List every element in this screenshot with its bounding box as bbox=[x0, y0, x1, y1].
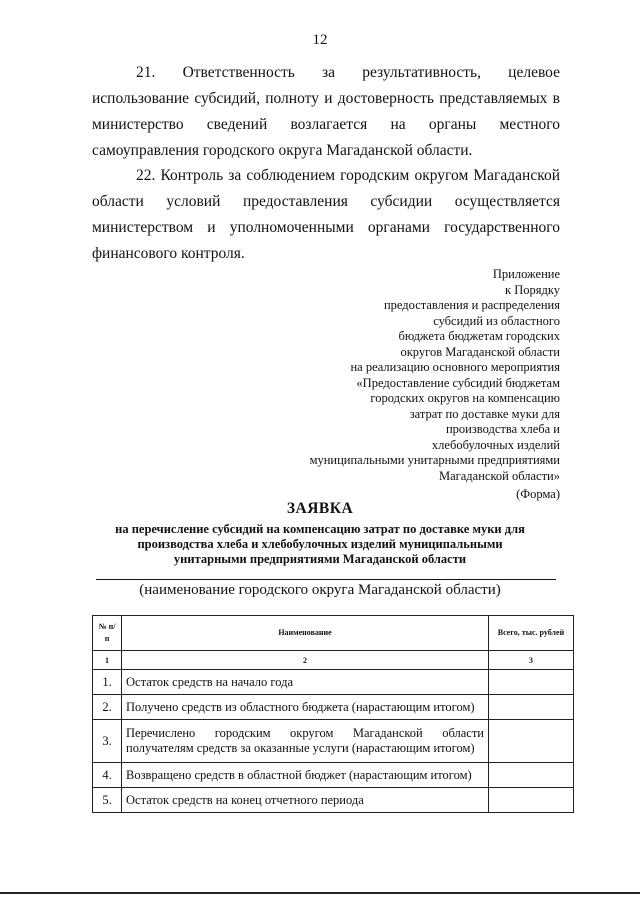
document-subtitle: на перечисление субсидий на компенсацию затрат по доставке муки для производства хлеба и хлебобулочных изделий муниципальными унитарными предприятиями Магаданской области bbox=[115, 522, 525, 566]
table-row bbox=[93, 670, 574, 695]
index-cell: 1 bbox=[93, 651, 122, 670]
table-row bbox=[93, 695, 574, 720]
paragraph-22 bbox=[92, 163, 560, 267]
row-number: 5. bbox=[93, 788, 122, 813]
appendix-line: городских округов на компенсацию bbox=[370, 391, 560, 405]
row-value bbox=[489, 720, 574, 763]
row-value bbox=[489, 670, 574, 695]
name-fill-line bbox=[96, 579, 556, 580]
row-value bbox=[489, 763, 574, 788]
name-caption: (наименование городского округа Магаданской области) bbox=[139, 582, 501, 598]
row-name: Возвращено средств в областной бюджет (нарастающим итогом) bbox=[122, 763, 489, 788]
row-name: Остаток средств на конец отчетного периода bbox=[122, 788, 489, 813]
paragraph-22-text: 22. Контроль за соблюдением городским округом Магаданской области условий предоставления субсидии осуществляется министерством и уполномоченными органами государственного финансового контроля. bbox=[92, 167, 560, 262]
appendix-line: округов Магаданской области bbox=[400, 344, 560, 359]
index-cell: 3 bbox=[489, 651, 574, 670]
appendix-line: на реализацию основного мероприятия bbox=[350, 360, 560, 374]
row-number: 3. bbox=[93, 720, 122, 763]
appendix-line: муниципальными унитарными предприятиями bbox=[309, 453, 560, 467]
header-number: № п/п bbox=[93, 616, 122, 651]
appendix-line: Магаданской области» bbox=[438, 468, 560, 483]
appendix-line: «Предоставление субсидий бюджетам bbox=[356, 375, 560, 390]
page-bottom-rule bbox=[0, 892, 640, 894]
table-row bbox=[93, 720, 574, 763]
paragraph-21 bbox=[92, 60, 560, 164]
appendix-line: предоставления и распределения bbox=[383, 298, 560, 312]
row-value bbox=[489, 695, 574, 720]
page-number: 12 bbox=[312, 32, 328, 48]
row-number: 2. bbox=[93, 695, 122, 720]
paragraph-21-text: 21. Ответственность за результативность, целевое использование субсидий, полноту и достоверность представляемых в министерство сведений возлагается на органы местного самоуправления городского округа Магаданской области. bbox=[92, 64, 560, 159]
appendix-line: хлебобулочных изделий bbox=[431, 437, 560, 452]
appendix-line: Приложение bbox=[492, 267, 560, 281]
appendix-line: субсидий из областного bbox=[433, 313, 560, 328]
row-name: Получено средств из областного бюджета (нарастающим итогом) bbox=[122, 695, 489, 720]
table-index-row bbox=[93, 651, 574, 670]
table-row bbox=[93, 763, 574, 788]
appendix-line: бюджета бюджетам городских bbox=[398, 329, 560, 343]
appendix-line: производства хлеба и bbox=[445, 422, 560, 436]
request-table bbox=[92, 615, 574, 813]
document-title: ЗАЯВКА bbox=[286, 500, 354, 517]
appendix-block bbox=[260, 267, 560, 484]
form-label: (Форма) bbox=[516, 487, 560, 501]
row-value bbox=[489, 788, 574, 813]
table-header-row bbox=[93, 616, 574, 651]
appendix-line: затрат по доставке муки для bbox=[409, 406, 560, 421]
row-name: Остаток средств на начало года bbox=[122, 670, 489, 695]
table-row bbox=[93, 788, 574, 813]
header-total: Всего, тыс. рублей bbox=[489, 616, 574, 651]
row-number: 4. bbox=[93, 763, 122, 788]
index-cell: 2 bbox=[122, 651, 489, 670]
appendix-line: к Порядку bbox=[505, 282, 560, 297]
header-name: Наименование bbox=[122, 616, 489, 651]
row-number: 1. bbox=[93, 670, 122, 695]
row-name: Перечислено городским округом Магаданской области получателям средств за оказанные услуги (нарастающим итогом) bbox=[122, 720, 489, 763]
